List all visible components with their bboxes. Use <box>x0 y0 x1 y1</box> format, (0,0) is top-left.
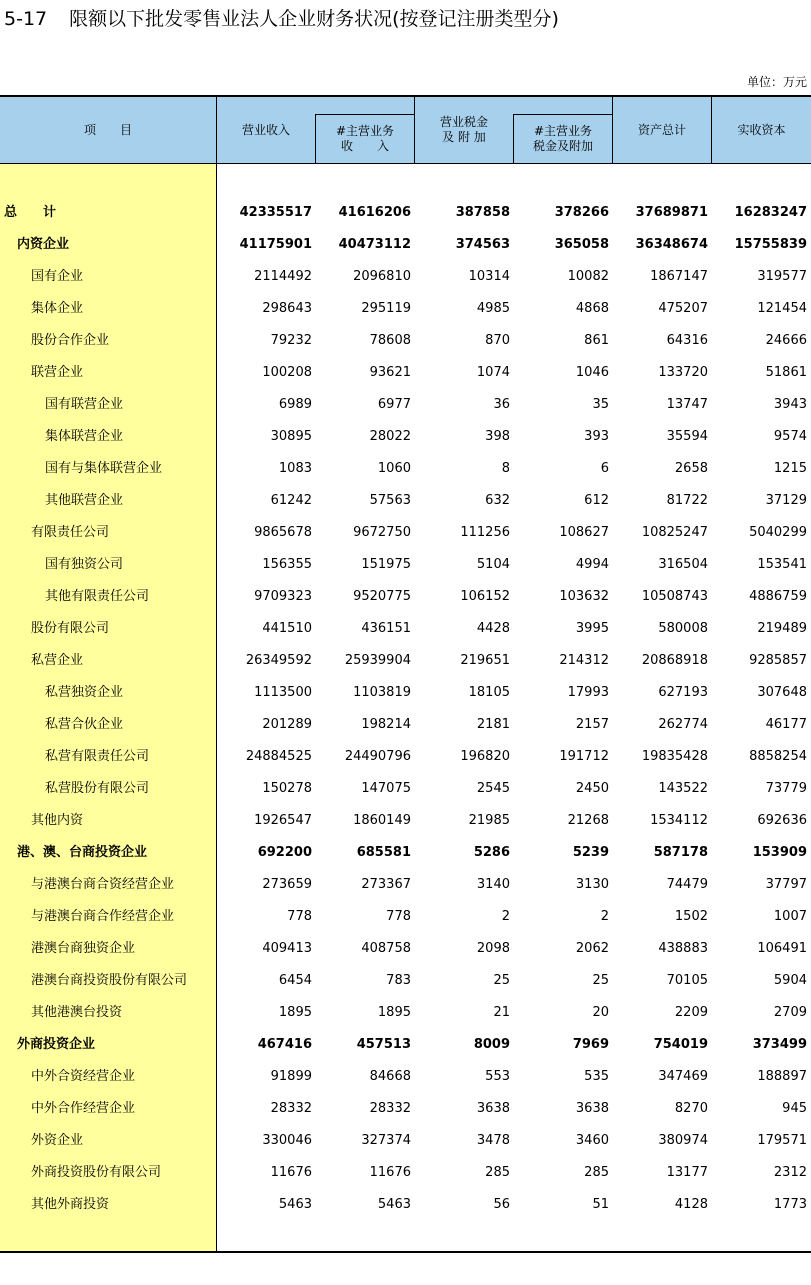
table-row <box>0 901 811 933</box>
row-label: 股份合作企业 <box>31 333 110 348</box>
table-row <box>0 837 811 869</box>
row-value: 5463 <box>377 1197 411 1212</box>
row-value: 2062 <box>575 941 609 956</box>
table-row <box>0 421 811 453</box>
row-value: 373499 <box>752 1037 807 1052</box>
row-value: 20 <box>592 1005 609 1020</box>
row-value: 41616206 <box>338 205 411 220</box>
row-value: 214312 <box>559 653 609 668</box>
header-main-revenue: #主营业务 收 入 <box>335 124 395 153</box>
row-value: 25939904 <box>344 653 411 668</box>
row-value: 219489 <box>757 621 807 636</box>
row-value: 81722 <box>666 493 708 508</box>
row-value: 70105 <box>666 973 708 988</box>
table-row <box>0 645 811 677</box>
row-value: 393 <box>584 429 609 444</box>
row-value: 24490796 <box>344 749 411 764</box>
row-value: 100208 <box>262 365 312 380</box>
row-label: 外商投资股份有限公司 <box>31 1165 162 1180</box>
row-value: 1534112 <box>650 813 708 828</box>
table-row <box>0 869 811 901</box>
row-value: 40473112 <box>338 237 411 252</box>
row-value: 632 <box>485 493 510 508</box>
row-label: 私营企业 <box>31 653 84 668</box>
table-number: 5-17 <box>4 8 48 30</box>
row-value: 692200 <box>257 845 312 860</box>
row-value: 436151 <box>361 621 411 636</box>
row-label: 中外合资经营企业 <box>31 1069 136 1084</box>
table-row <box>0 1029 811 1061</box>
row-value: 262774 <box>658 717 708 732</box>
row-value: 201289 <box>262 717 312 732</box>
row-value: 93621 <box>369 365 411 380</box>
row-value: 945 <box>782 1101 807 1116</box>
row-label: 国有企业 <box>31 269 84 284</box>
header-capital: 实收资本 <box>737 122 786 137</box>
table-row <box>0 805 811 837</box>
row-value: 3995 <box>575 621 609 636</box>
row-value: 6454 <box>278 973 312 988</box>
row-value: 188897 <box>757 1069 807 1084</box>
row-value: 535 <box>584 1069 609 1084</box>
row-value: 778 <box>287 909 312 924</box>
row-value: 30895 <box>270 429 312 444</box>
row-value: 1083 <box>278 461 312 476</box>
row-value: 73779 <box>765 781 807 796</box>
row-value: 1895 <box>377 1005 411 1020</box>
row-value: 51861 <box>765 365 807 380</box>
row-value: 37797 <box>765 877 807 892</box>
row-value: 18105 <box>468 685 510 700</box>
row-value: 20868918 <box>641 653 708 668</box>
row-value: 8270 <box>674 1101 708 1116</box>
row-value: 783 <box>386 973 411 988</box>
row-value: 870 <box>485 333 510 348</box>
row-label: 其他港澳台投资 <box>31 1005 123 1020</box>
row-value: 103632 <box>559 589 609 604</box>
row-value: 475207 <box>658 301 708 316</box>
row-value: 106491 <box>757 941 807 956</box>
table-row <box>0 933 811 965</box>
row-value: 5040299 <box>749 525 807 540</box>
header-tax: 营业税金 及 附 加 <box>439 115 488 144</box>
row-value: 4985 <box>476 301 510 316</box>
row-value: 5904 <box>773 973 807 988</box>
header-main-tax: #主营业务 税金及附加 <box>532 124 593 153</box>
table-row <box>0 1125 811 1157</box>
header-item: 项 目 <box>83 122 132 137</box>
row-value: 3478 <box>476 1133 510 1148</box>
table-row <box>0 613 811 645</box>
table-row <box>0 581 811 613</box>
row-value: 2 <box>501 909 510 924</box>
row-value: 1860149 <box>353 813 411 828</box>
row-value: 74479 <box>666 877 708 892</box>
row-value: 19835428 <box>641 749 708 764</box>
row-value: 9520775 <box>353 589 411 604</box>
row-value: 15755839 <box>734 237 807 252</box>
row-value: 9672750 <box>353 525 411 540</box>
row-value: 1502 <box>674 909 708 924</box>
row-value: 28022 <box>369 429 411 444</box>
row-value: 5286 <box>473 845 510 860</box>
row-value: 580008 <box>658 621 708 636</box>
row-value: 1867147 <box>650 269 708 284</box>
row-value: 861 <box>584 333 609 348</box>
row-value: 438883 <box>658 941 708 956</box>
row-value: 1215 <box>773 461 807 476</box>
row-value: 13747 <box>666 397 708 412</box>
row-value: 2450 <box>575 781 609 796</box>
row-value: 2545 <box>476 781 510 796</box>
row-label: 国有与集体联营企业 <box>45 461 163 476</box>
row-value: 273659 <box>262 877 312 892</box>
row-value: 4428 <box>476 621 510 636</box>
row-value: 408758 <box>361 941 411 956</box>
row-label: 其他外商投资 <box>31 1197 110 1212</box>
row-value: 21268 <box>567 813 609 828</box>
row-value: 8009 <box>473 1037 510 1052</box>
row-label: 私营股份有限公司 <box>45 781 150 796</box>
row-value: 1046 <box>575 365 609 380</box>
row-value: 151975 <box>361 557 411 572</box>
row-value: 28332 <box>369 1101 411 1116</box>
row-value: 196820 <box>460 749 510 764</box>
row-value: 285 <box>584 1165 609 1180</box>
row-value: 285 <box>485 1165 510 1180</box>
row-value: 3130 <box>575 877 609 892</box>
row-value: 143522 <box>658 781 708 796</box>
table-row <box>0 517 811 549</box>
table-row <box>0 549 811 581</box>
page-title <box>4 4 559 34</box>
row-value: 37129 <box>765 493 807 508</box>
row-value: 2 <box>600 909 609 924</box>
row-value: 111256 <box>460 525 510 540</box>
row-value: 1895 <box>278 1005 312 1020</box>
row-value: 398 <box>485 429 510 444</box>
row-label: 港澳台商独资企业 <box>31 941 136 956</box>
row-value: 156355 <box>262 557 312 572</box>
row-value: 24884525 <box>245 749 312 764</box>
row-value: 6989 <box>278 397 312 412</box>
row-value: 347469 <box>658 1069 708 1084</box>
table-row <box>0 197 811 229</box>
row-value: 9865678 <box>254 525 312 540</box>
row-value: 1007 <box>773 909 807 924</box>
row-value: 3140 <box>476 877 510 892</box>
row-value: 2096810 <box>353 269 411 284</box>
row-value: 10825247 <box>641 525 708 540</box>
row-value: 41175901 <box>239 237 312 252</box>
row-value: 21 <box>493 1005 510 1020</box>
row-value: 84668 <box>369 1069 411 1084</box>
row-label: 其他联营企业 <box>45 493 124 508</box>
row-value: 553 <box>485 1069 510 1084</box>
row-value: 13177 <box>666 1165 708 1180</box>
table-row <box>0 1189 811 1221</box>
row-label: 私营合伙企业 <box>45 717 124 732</box>
row-value: 467416 <box>257 1037 312 1052</box>
row-value: 2658 <box>674 461 708 476</box>
row-label: 有限责任公司 <box>31 525 110 540</box>
row-value: 319577 <box>757 269 807 284</box>
row-value: 307648 <box>757 685 807 700</box>
row-value: 6 <box>600 461 609 476</box>
row-value: 330046 <box>262 1133 312 1148</box>
row-value: 11676 <box>369 1165 411 1180</box>
table-row <box>0 773 811 805</box>
row-value: 6977 <box>377 397 411 412</box>
row-value: 409413 <box>262 941 312 956</box>
row-value: 2209 <box>674 1005 708 1020</box>
row-value: 3638 <box>476 1101 510 1116</box>
row-label: 港澳台商投资股份有限公司 <box>31 973 188 988</box>
row-label: 其他有限责任公司 <box>45 589 150 604</box>
table-row <box>0 677 811 709</box>
table-row <box>0 709 811 741</box>
row-value: 365058 <box>554 237 609 252</box>
row-label: 与港澳台商合资经营企业 <box>31 877 175 892</box>
row-value: 2157 <box>575 717 609 732</box>
row-value: 612 <box>584 493 609 508</box>
table-row <box>0 325 811 357</box>
row-label: 其他内资 <box>31 813 84 828</box>
row-value: 2181 <box>476 717 510 732</box>
row-value: 327374 <box>361 1133 411 1148</box>
row-value: 219651 <box>460 653 510 668</box>
row-value: 78608 <box>369 333 411 348</box>
row-value: 147075 <box>361 781 411 796</box>
row-value: 5104 <box>476 557 510 572</box>
row-value: 378266 <box>554 205 609 220</box>
row-value: 4128 <box>674 1197 708 1212</box>
table-bottom-rule <box>0 1251 811 1253</box>
row-value: 7969 <box>572 1037 609 1052</box>
row-label: 集体联营企业 <box>45 429 124 444</box>
table-title: 限额以下批发零售业法人企业财务状况(按登记注册类型分) <box>69 8 559 30</box>
row-label: 港、澳、台商投资企业 <box>17 845 148 860</box>
row-label: 私营有限责任公司 <box>45 749 150 764</box>
row-value: 106152 <box>460 589 510 604</box>
row-value: 42335517 <box>239 205 312 220</box>
row-value: 387858 <box>455 205 510 220</box>
row-value: 778 <box>386 909 411 924</box>
table-row <box>0 997 811 1029</box>
row-value: 35594 <box>666 429 708 444</box>
row-value: 1773 <box>773 1197 807 1212</box>
row-value: 179571 <box>757 1133 807 1148</box>
table-row <box>0 261 811 293</box>
row-value: 28332 <box>270 1101 312 1116</box>
row-value: 627193 <box>658 685 708 700</box>
unit-label: 单位：万元 <box>746 75 807 89</box>
row-value: 56 <box>493 1197 510 1212</box>
row-value: 1074 <box>476 365 510 380</box>
row-value: 2114492 <box>254 269 312 284</box>
row-value: 316504 <box>658 557 708 572</box>
row-value: 26349592 <box>245 653 312 668</box>
row-value: 10314 <box>468 269 510 284</box>
row-value: 150278 <box>262 781 312 796</box>
table-row <box>0 741 811 773</box>
row-value: 3943 <box>773 397 807 412</box>
row-value: 5239 <box>572 845 609 860</box>
row-value: 153541 <box>757 557 807 572</box>
row-value: 587178 <box>653 845 708 860</box>
row-value: 1060 <box>377 461 411 476</box>
row-value: 8 <box>501 461 510 476</box>
row-value: 35 <box>592 397 609 412</box>
table-row <box>0 965 811 997</box>
row-value: 91899 <box>270 1069 312 1084</box>
row-value: 9574 <box>773 429 807 444</box>
row-value: 36 <box>493 397 510 412</box>
row-value: 441510 <box>262 621 312 636</box>
table-row <box>0 293 811 325</box>
row-value: 121454 <box>757 301 807 316</box>
row-value: 3638 <box>575 1101 609 1116</box>
row-value: 1103819 <box>353 685 411 700</box>
row-value: 25 <box>592 973 609 988</box>
row-value: 4886759 <box>749 589 807 604</box>
table-row <box>0 1157 811 1189</box>
header-assets: 资产总计 <box>637 122 686 137</box>
row-value: 17993 <box>567 685 609 700</box>
row-value: 37689871 <box>635 205 708 220</box>
row-value: 11676 <box>270 1165 312 1180</box>
row-value: 16283247 <box>734 205 807 220</box>
row-value: 25 <box>493 973 510 988</box>
row-value: 51 <box>592 1197 609 1212</box>
row-value: 79232 <box>270 333 312 348</box>
row-value: 2312 <box>773 1165 807 1180</box>
row-value: 8858254 <box>749 749 807 764</box>
row-value: 198214 <box>361 717 411 732</box>
row-value: 692636 <box>757 813 807 828</box>
table-row <box>0 453 811 485</box>
row-value: 57563 <box>369 493 411 508</box>
row-value: 2098 <box>476 941 510 956</box>
row-value: 9285857 <box>749 653 807 668</box>
row-label: 国有独资公司 <box>45 557 124 572</box>
row-value: 36348674 <box>635 237 708 252</box>
table-row <box>0 357 811 389</box>
table-row <box>0 1093 811 1125</box>
row-value: 21985 <box>468 813 510 828</box>
table-row <box>0 1061 811 1093</box>
row-value: 754019 <box>653 1037 708 1052</box>
row-value: 133720 <box>658 365 708 380</box>
table-row <box>0 485 811 517</box>
table-row <box>0 389 811 421</box>
row-value: 191712 <box>559 749 609 764</box>
row-value: 457513 <box>356 1037 411 1052</box>
row-value: 4994 <box>575 557 609 572</box>
row-value: 273367 <box>361 877 411 892</box>
row-label: 外商投资企业 <box>17 1037 96 1052</box>
row-value: 295119 <box>361 301 411 316</box>
row-value: 61242 <box>270 493 312 508</box>
row-value: 153909 <box>752 845 807 860</box>
row-value: 2709 <box>773 1005 807 1020</box>
row-value: 298643 <box>262 301 312 316</box>
row-value: 685581 <box>356 845 411 860</box>
row-value: 24666 <box>765 333 807 348</box>
row-value: 374563 <box>455 237 510 252</box>
row-value: 64316 <box>666 333 708 348</box>
row-value: 3460 <box>575 1133 609 1148</box>
row-value: 10082 <box>567 269 609 284</box>
row-value: 1926547 <box>254 813 312 828</box>
row-value: 4868 <box>575 301 609 316</box>
row-label: 私营独资企业 <box>45 685 124 700</box>
row-label: 总 计 <box>4 205 57 220</box>
row-label: 中外合作经营企业 <box>31 1101 136 1116</box>
row-label: 集体企业 <box>31 301 84 316</box>
row-value: 1113500 <box>254 685 312 700</box>
row-value: 9709323 <box>254 589 312 604</box>
row-label: 与港澳台商合作经营企业 <box>31 909 175 924</box>
row-label: 内资企业 <box>17 237 70 252</box>
row-label: 联营企业 <box>31 365 84 380</box>
row-value: 108627 <box>559 525 609 540</box>
row-label: 外资企业 <box>31 1133 84 1148</box>
row-value: 46177 <box>765 717 807 732</box>
row-label: 股份有限公司 <box>31 621 110 636</box>
row-value: 380974 <box>658 1133 708 1148</box>
table-row <box>0 229 811 261</box>
row-value: 5463 <box>278 1197 312 1212</box>
row-label: 国有联营企业 <box>45 397 124 412</box>
row-value: 10508743 <box>641 589 708 604</box>
header-revenue: 营业收入 <box>241 122 290 137</box>
